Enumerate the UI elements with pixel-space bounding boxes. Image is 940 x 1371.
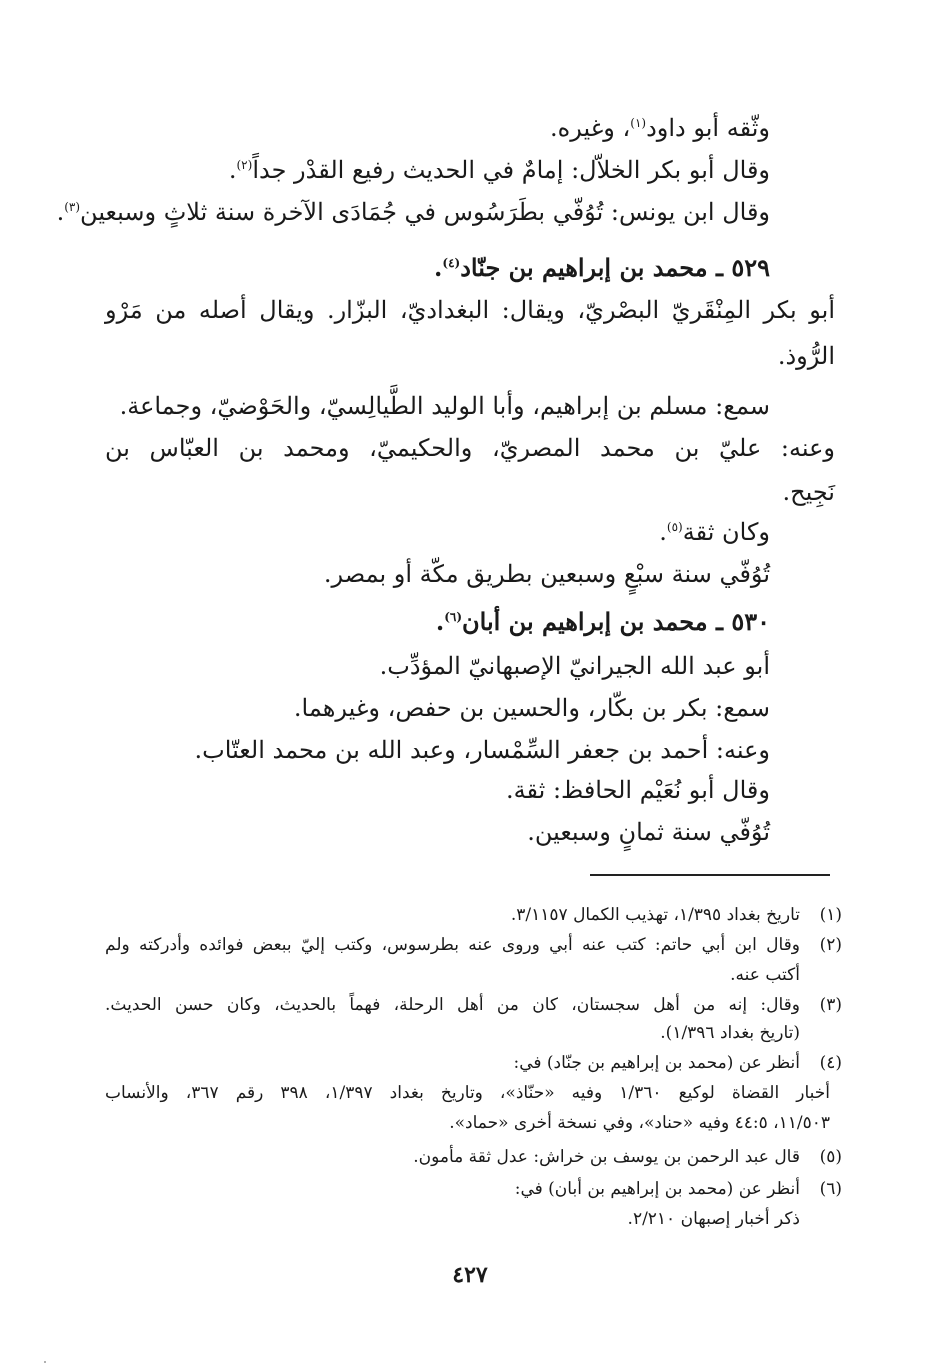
footnote-ref[interactable]: (٦)	[444, 610, 463, 624]
text-line: تُوُفّي سنة ثمانٍ وسبعين.	[527, 818, 770, 846]
text-line: وعنه: أحمد بن جعفر السِّمْسار، وعبد الله بن محمد العتّاب.	[194, 736, 770, 764]
footnote-number: (٣)	[819, 995, 842, 1015]
text-line: الرُّوذ.	[777, 342, 835, 370]
footnote-ref[interactable]: (٥)	[666, 520, 683, 534]
text-span: .	[228, 156, 237, 184]
text-line: تُوُفّي سنة سبْعٍ وسبعين بطريق مكّة أو بمصر.	[323, 560, 770, 588]
footnote-number: (٥)	[819, 1147, 842, 1167]
footnote-text: ١١/٥٠٣، ٤٤:٥ وفيه «حناد»، وفي نسخة أخرى «حماد».	[449, 1113, 830, 1133]
footnote-ref[interactable]: (٣)	[64, 200, 81, 214]
text-line: وعنه: عليّ بن محمد المصريّ، والحكيميّ، ومحمد بن العبّاس بن	[105, 434, 835, 462]
text-span: وكان ثقة	[682, 518, 770, 546]
footnote-text: وقال: إنه من أهل سجستان، كان من أهل الرحلة، فهماً بالحديث، وكان حسن الحديث.	[105, 995, 800, 1015]
text-line: سمع: مسلم بن إبراهيم، وأبا الوليد الطَّيالِسيّ، والحَوْضيّ، وجماعة.	[119, 392, 770, 420]
page-number: ٤٢٧	[452, 1262, 488, 1288]
footnote-number: (٢)	[819, 935, 842, 955]
scan-speck	[44, 1361, 46, 1363]
text-span: .	[434, 253, 443, 282]
text-line: أبو عبد الله الجيرانيّ الإصبهانيّ المؤدِّب.	[379, 652, 770, 680]
footnote-text: أكتب عنه.	[730, 965, 800, 985]
footnote-text: (تاريخ بغداد ١/٣٩٦).	[660, 1023, 800, 1043]
heading-text: ٥٣٠ ـ محمد بن إبراهيم بن أبان	[462, 607, 770, 636]
footnote-text: أنظر عن (محمد بن إبراهيم بن أبان) في:	[514, 1179, 800, 1199]
text-line: وقال أبو نُعَيْم الحافظ: ثقة.	[506, 776, 770, 804]
text-span: وقال أبو بكر الخلاّل: إمامٌ في الحديث رفيع القدْر جداً	[252, 156, 770, 184]
footnote-text: تاريخ بغداد ١/٣٩٥، تهذيب الكمال ٣/١١٥٧.	[510, 905, 800, 925]
footnote-ref[interactable]: (٢)	[236, 158, 253, 172]
footnote-text: أنظر عن (محمد بن إبراهيم بن جنّاد) في:	[513, 1053, 800, 1073]
text-span: .	[659, 518, 667, 546]
text-span: .	[56, 198, 65, 226]
footnote-ref[interactable]: (٤)	[442, 256, 461, 270]
text-span: وثّقه أبو داود	[646, 114, 770, 142]
footnote-number: (١)	[819, 905, 842, 925]
text-span: ، وغيره.	[550, 114, 631, 142]
footnote-number: (٦)	[819, 1179, 842, 1199]
footnote-text: قال عبد الرحمن بن يوسف بن خراش: عدل ثقة مأمون.	[413, 1147, 800, 1167]
footnote-ref[interactable]: (١)	[630, 116, 647, 130]
footnote-text: ذكر أخبار إصبهان ٢/٢١٠.	[627, 1209, 800, 1229]
text-line: سمع: بكر بن بكّار، والحسين بن حفص، وغيرهما.	[293, 694, 770, 722]
heading-text: ٥٢٩ ـ محمد بن إبراهيم بن جنّاد	[460, 253, 770, 282]
footnote-text: وقال ابن أبي حاتم: كتب عنه أبي وروى عنه بطرسوس، وكتب إليّ ببعض فوائده وأدركته ولم	[105, 935, 800, 955]
text-span: وقال ابن يونس: تُوُفّي بطَرَسُوس في جُمَادَى الآخرة سنة ثلاثٍ وسبعين	[80, 198, 770, 226]
text-line: أبو بكر المِنْقَريّ البصْريّ، ويقال: البغداديّ، البزّار. ويقال أصله من مَرْو	[105, 296, 835, 324]
footnote-number: (٤)	[819, 1053, 842, 1073]
footnote-text: أخبار القضاة لوكيع ١/٣٦٠ وفيه «حنّاذ»، وتاريخ بغداد ١/٣٩٧، ٣٩٨ رقم ٣٦٧، والأنساب	[105, 1083, 830, 1103]
text-span: .	[435, 607, 445, 636]
text-line: نَجِيح.	[782, 478, 835, 506]
